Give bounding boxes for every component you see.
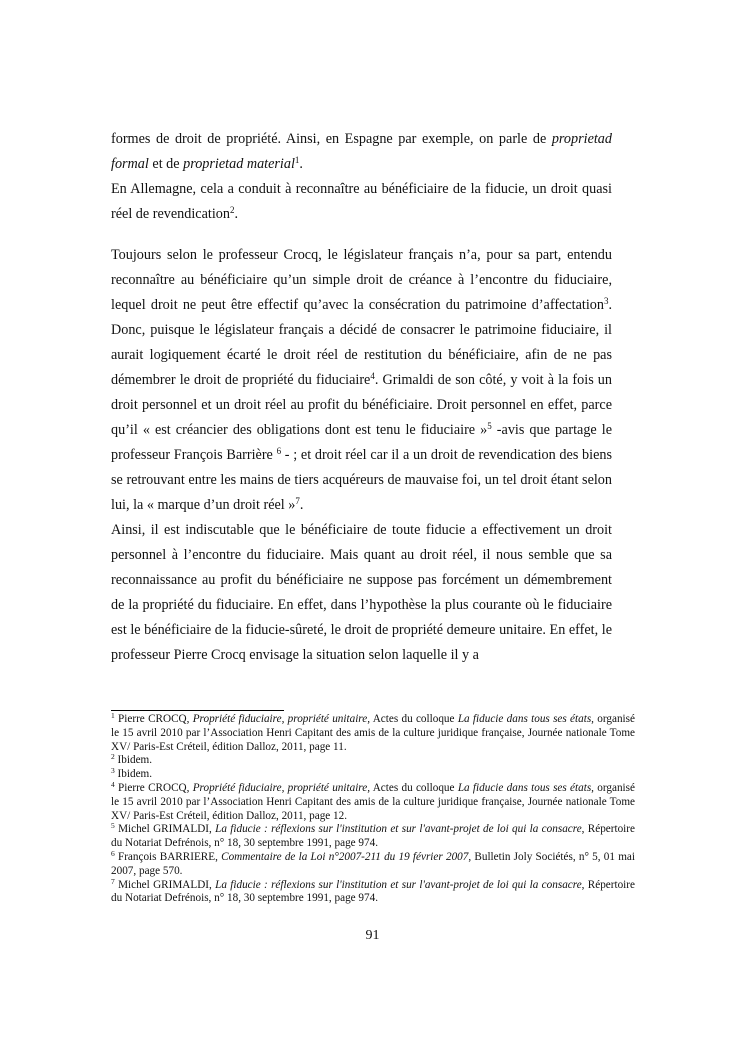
paragraph-3: Toujours selon le professeur Crocq, le législateur français n’a, pour sa part, entendu reconnaître au bénéficiaire qu’un simple droit de créance à l’encontre du fiduciaire, lequel droit ne peut être effectif qu’avec la consécration du patrimoine d’affectation$^3$. Donc, puisque le législateur français a décidé de consacrer le patrimoine fiduciaire, il aurait logiquement écarté le droit réel de restitution du bénéficiaire, afin de ne pas démembrer le droit de propriété du fiduciaire$^4$. Grimaldi de son côté, y voit à la fois un droit personnel et un droit réel au profit du bénéficiaire. Droit personnel en effet, parce qu’il « est créancier des obligations dont est tenu le fiduciaire »$^5$ -avis que partage le professeur François Barrière $^6$ - ; et droit réel car il a un droit de revendication des biens se retrouvant entre les mains de tiers acquéreurs de mauvaise foi, un tel droit étant selon lui, la « marque d’un droit réel »$^7$. bbox=[111, 247, 613, 513]
footnote-4: $^4$ Pierre CROCQ, Propriété fiduciaire, propriété unitaire, Actes du colloque La fiducie dans tous ses états, organisé le 15 avril 2010 par l’Association Henri Capitant des amis de la culture juridique française, Journée nationale Tome XV/ Paris-Est Créteil, édition Dalloz, 2011, page 12. bbox=[111, 779, 635, 822]
footnote-1: $^1$ Pierre CROCQ, Propriété fiduciaire, propriété unitaire, Actes du colloque La fiducie dans tous ses états, organisé le 15 avril 2010 par l’Association Henri Capitant des amis de la culture juridique française, Journée nationale Tome XV/ Paris-Est Créteil, édition Dalloz, 2011, page 11. bbox=[111, 711, 635, 753]
footnote-ref-7[interactable]: 7 bbox=[295, 496, 300, 506]
footnote-7: $^7$ Michel GRIMALDI, La fiducie : réflexions sur l'institution et sur l'avant-projet de loi qui la consacre, Répertoire du Notariat Defrénois, n° 18, 30 septembre 1991, page 974. bbox=[111, 876, 635, 905]
footnote-ref-5[interactable]: 5 bbox=[487, 421, 492, 431]
paragraph-2: En Allemagne, cela a conduit à reconnaître au bénéficiaire de la fiducie, un droit quasi réel de revendication$^2$. bbox=[111, 181, 612, 222]
footnote-3: $^3$ Ibidem. bbox=[111, 766, 153, 781]
footnote-ref-6[interactable]: 6 bbox=[276, 446, 282, 456]
paragraph-4: Ainsi, il est indiscutable que le bénéficiaire de toute fiducie a effectivement un droit personnel à l’encontre du fiduciaire. Mais quant au droit réel, il nous semble que sa reconnaissance au profit du bénéficiaire ne suppose pas forcément un démembrement de la propriété du fiduciaire. En effet, dans l’hypothèse la plus courante où le fiduciaire est le bénéficiaire de la fiducie-sûreté, le droit de propriété demeure unitaire. En effet, le professeur Pierre Crocq envisage la situation selon laquelle il y a bbox=[111, 522, 612, 663]
footnote-ref-3[interactable]: 3 bbox=[603, 296, 609, 306]
footnote-ref-4[interactable]: 4 bbox=[370, 371, 375, 381]
footnotes bbox=[111, 713, 635, 906]
footnote-separator bbox=[111, 710, 284, 711]
footnote-6: $^6$ François BARRIERE, Commentaire de la Loi n°2007-211 du 19 février 2007, Bulletin Joly Sociétés, n° 5, 01 mai 2007, page 570. bbox=[111, 848, 635, 877]
body-text bbox=[111, 127, 612, 668]
footnote-5: $^5$ Michel GRIMALDI, La fiducie : réflexions sur l'institution et sur l'avant-projet de loi qui la consacre, Répertoire du Notariat Defrénois, n° 18, 30 septembre 1991, page 974. bbox=[111, 821, 635, 850]
footnote-2: $^2$ Ibidem. bbox=[111, 752, 153, 767]
page-number: 91 bbox=[365, 928, 380, 943]
footnote-ref-2[interactable]: 2 bbox=[229, 205, 235, 215]
paragraph-1: formes de droit de propriété. Ainsi, en Espagne par exemple, on parle de proprietad formal et de proprietad material$^1$. bbox=[111, 131, 612, 172]
footnote-ref-1[interactable]: 1 bbox=[294, 155, 300, 165]
